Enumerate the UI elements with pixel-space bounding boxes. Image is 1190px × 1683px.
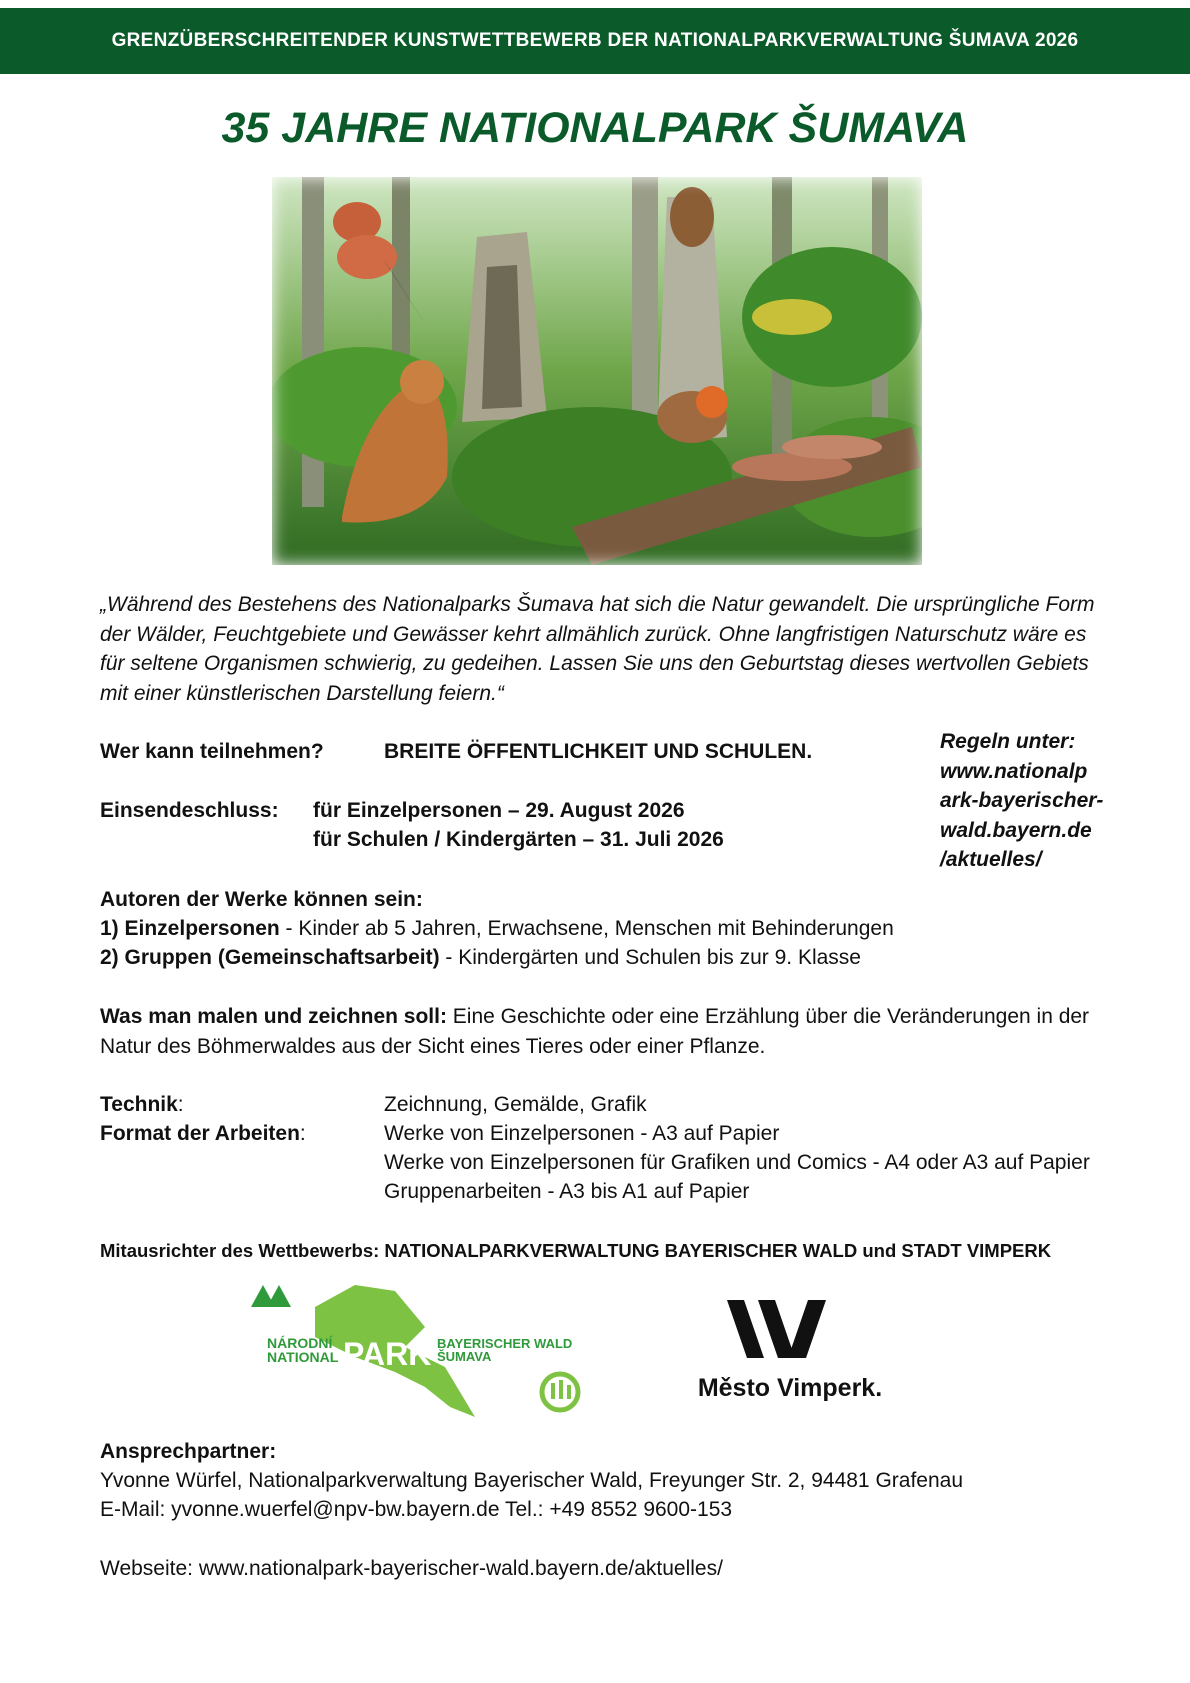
banner-text: GRENZÜBERSCHREITENDER KUNSTWETTBEWERB DER NATIONALPARKVERWALTUNG ŠUMAVA 2026 <box>111 30 1079 51</box>
contact-heading: Ansprechpartner: <box>100 1440 277 1463</box>
participants-value: BREITE ÖFFENTLICHKEIT UND SCHULEN. <box>384 740 813 763</box>
np-de-label: NATIONAL <box>267 1349 339 1365</box>
website-link[interactable]: Webseite: www.nationalpark-bayerischer-wald.bayern.de/aktuelles/ <box>100 1557 723 1580</box>
topic-text-1: Eine Geschichte oder eine Erzählung über die Veränderungen in der <box>446 1005 1090 1028</box>
format-line-1: Werke von Einzelpersonen - A3 auf Papier <box>384 1122 780 1145</box>
vimperk-label: Město Vimperk. <box>697 1374 883 1402</box>
authors-item-2-label: 2) Gruppen (Gemeinschaftsarbeit) <box>100 946 440 969</box>
format-line-2: Werke von Einzelpersonen für Grafiken und Comics - A4 oder A3 auf Papier <box>384 1151 1090 1174</box>
deadline-label: Einsendeschluss: <box>100 799 279 822</box>
rules-line: wald.bayern.de <box>940 818 1092 842</box>
np-sumava-label: ŠUMAVA <box>437 1349 492 1364</box>
authors-item-1 <box>100 914 894 944</box>
participants-label: Wer kann teilnehmen? <box>100 740 324 763</box>
np-bw-label: BAYERISCHER WALD <box>437 1336 573 1351</box>
quote-line: für seltene Organismen schwierig, zu gedeihen. Lassen Sie uns den Geburtstag dieses wertvollen Gebiets <box>100 652 1089 675</box>
authors-heading: Autoren der Werke können sein: <box>100 888 423 911</box>
np-cz-label: NÁRODNÍ <box>267 1335 333 1351</box>
rules-line: /aktuelles/ <box>940 848 1042 871</box>
contact-address: Yvonne Würfel, Nationalparkverwaltung Bayerischer Wald, Freyunger Str. 2, 94481 Grafenau <box>100 1469 963 1492</box>
quote-line: „Während des Bestehens des Nationalparks Šumava hat sich die Natur gewandelt. Die ursprüngliche Form <box>100 593 1095 616</box>
np-park-label: PARK <box>343 1336 432 1372</box>
format-label: Format der Arbeiten: <box>100 1122 306 1145</box>
vimperk-logo <box>680 1295 900 1405</box>
topic-label: Was man malen und zeichnen soll: <box>100 1005 447 1028</box>
rules-line: ark-bayerischer- <box>940 789 1104 812</box>
quote-line: der Wälder, Feuchtgebiete und Gewässer kehrt allmählich zurück. Ohne langfristigen Naturschutz wäre es <box>100 622 1087 646</box>
deadline-individuals: für Einzelpersonen – 29. August 2026 <box>313 799 685 822</box>
contact-email-phone[interactable]: E-Mail: yvonne.wuerfel@npv-bw.bayern.de Tel.: +49 8552 9600-153 <box>100 1498 733 1521</box>
intro-quote <box>100 590 1120 708</box>
rules-link[interactable] <box>940 727 1115 875</box>
rules-line: www.nationalp <box>940 759 1088 783</box>
technique-value: Zeichnung, Gemälde, Grafik <box>384 1093 647 1116</box>
technique-label: Technik: <box>100 1093 184 1116</box>
national-park-logo <box>245 1277 595 1427</box>
rules-line: Regeln unter: <box>940 730 1076 753</box>
topic-paragraph <box>100 1002 1130 1061</box>
authors-item-2-text: - Kindergärten und Schulen bis zur 9. Klasse <box>439 946 861 969</box>
authors-item-2 <box>100 943 861 973</box>
coorganizers-text: Mitausrichter des Wettbewerbs: NATIONALPARKVERWALTUNG BAYERISCHER WALD und STADT VIMPERK <box>100 1240 1052 1261</box>
topic-text-2: Natur des Böhmerwaldes aus der Sicht eines Tieres oder einer Pflanze. <box>100 1034 766 1058</box>
authors-item-1-label: 1) Einzelpersonen <box>100 917 280 940</box>
deadline-schools: für Schulen / Kindergärten – 31. Juli 2026 <box>313 828 724 851</box>
header-banner <box>0 8 1190 74</box>
forest-illustration <box>272 177 922 565</box>
page-title: 35 JAHRE NATIONALPARK ŠUMAVA <box>221 104 969 152</box>
quote-line: mit einer künstlerischen Darstellung feiern.“ <box>100 681 504 705</box>
authors-item-1-text: - Kinder ab 5 Jahren, Erwachsene, Menschen mit Behinderungen <box>279 917 894 940</box>
format-line-3: Gruppenarbeiten - A3 bis A1 auf Papier <box>384 1180 750 1203</box>
